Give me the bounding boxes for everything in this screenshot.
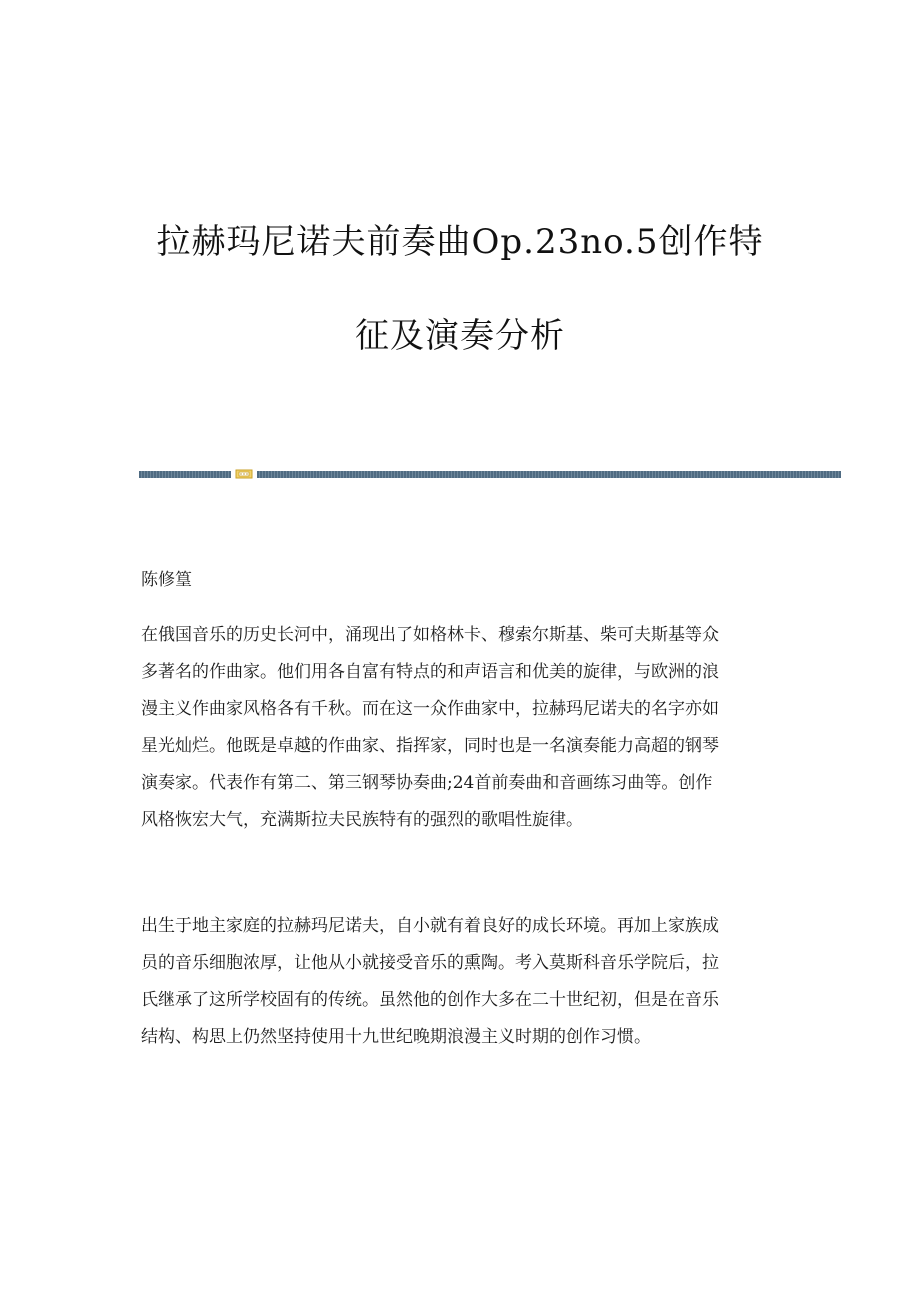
author-name: 陈修篁 (141, 570, 192, 590)
paragraph-line: 风格恢宏大气，充满斯拉夫民族特有的强烈的歌唱性旋律。 (141, 810, 583, 830)
paragraph-line: 员的音乐细胞浓厚，让他从小就接受音乐的熏陶。考入莫斯科音乐学院后，拉 (141, 953, 719, 973)
divider-bar-right (257, 471, 841, 478)
paragraph-line: 出生于地主家庭的拉赫玛尼诺夫，自小就有着良好的成长环境。再加上家族成 (141, 916, 719, 936)
ornament-icon (235, 468, 253, 480)
paragraph-line: 结构、构思上仍然坚持使用十九世纪晚期浪漫主义时期的创作习惯。 (141, 1027, 651, 1047)
document-title-line-1: 拉赫玛尼诺夫前奏曲Op.23no.5创作特 (156, 222, 764, 262)
paragraph-line: 星光灿烂。他既是卓越的作曲家、指挥家，同时也是一名演奏能力高超的钢琴 (141, 736, 719, 756)
document-title-line-2: 征及演奏分析 (355, 316, 565, 356)
paragraph-2 (141, 908, 781, 1056)
title-divider (139, 468, 841, 480)
paragraph-line: 多著名的作曲家。他们用各自富有特点的和声语言和优美的旋律，与欧洲的浪 (141, 662, 719, 682)
paragraph-line: 在俄国音乐的历史长河中，涌现出了如格林卡、穆索尔斯基、柴可夫斯基等众 (141, 625, 719, 645)
divider-bar-left (139, 471, 231, 478)
paragraph-line: 演奏家。代表作有第二、第三钢琴协奏曲;24首前奏曲和音画练习曲等。创作 (141, 773, 713, 793)
paragraph-1 (141, 617, 781, 839)
paragraph-line: 漫主义作曲家风格各有千秋。而在这一众作曲家中，拉赫玛尼诺夫的名字亦如 (141, 699, 719, 719)
paragraph-line: 氏继承了这所学校固有的传统。虽然他的创作大多在二十世纪初，但是在音乐 (141, 990, 719, 1010)
